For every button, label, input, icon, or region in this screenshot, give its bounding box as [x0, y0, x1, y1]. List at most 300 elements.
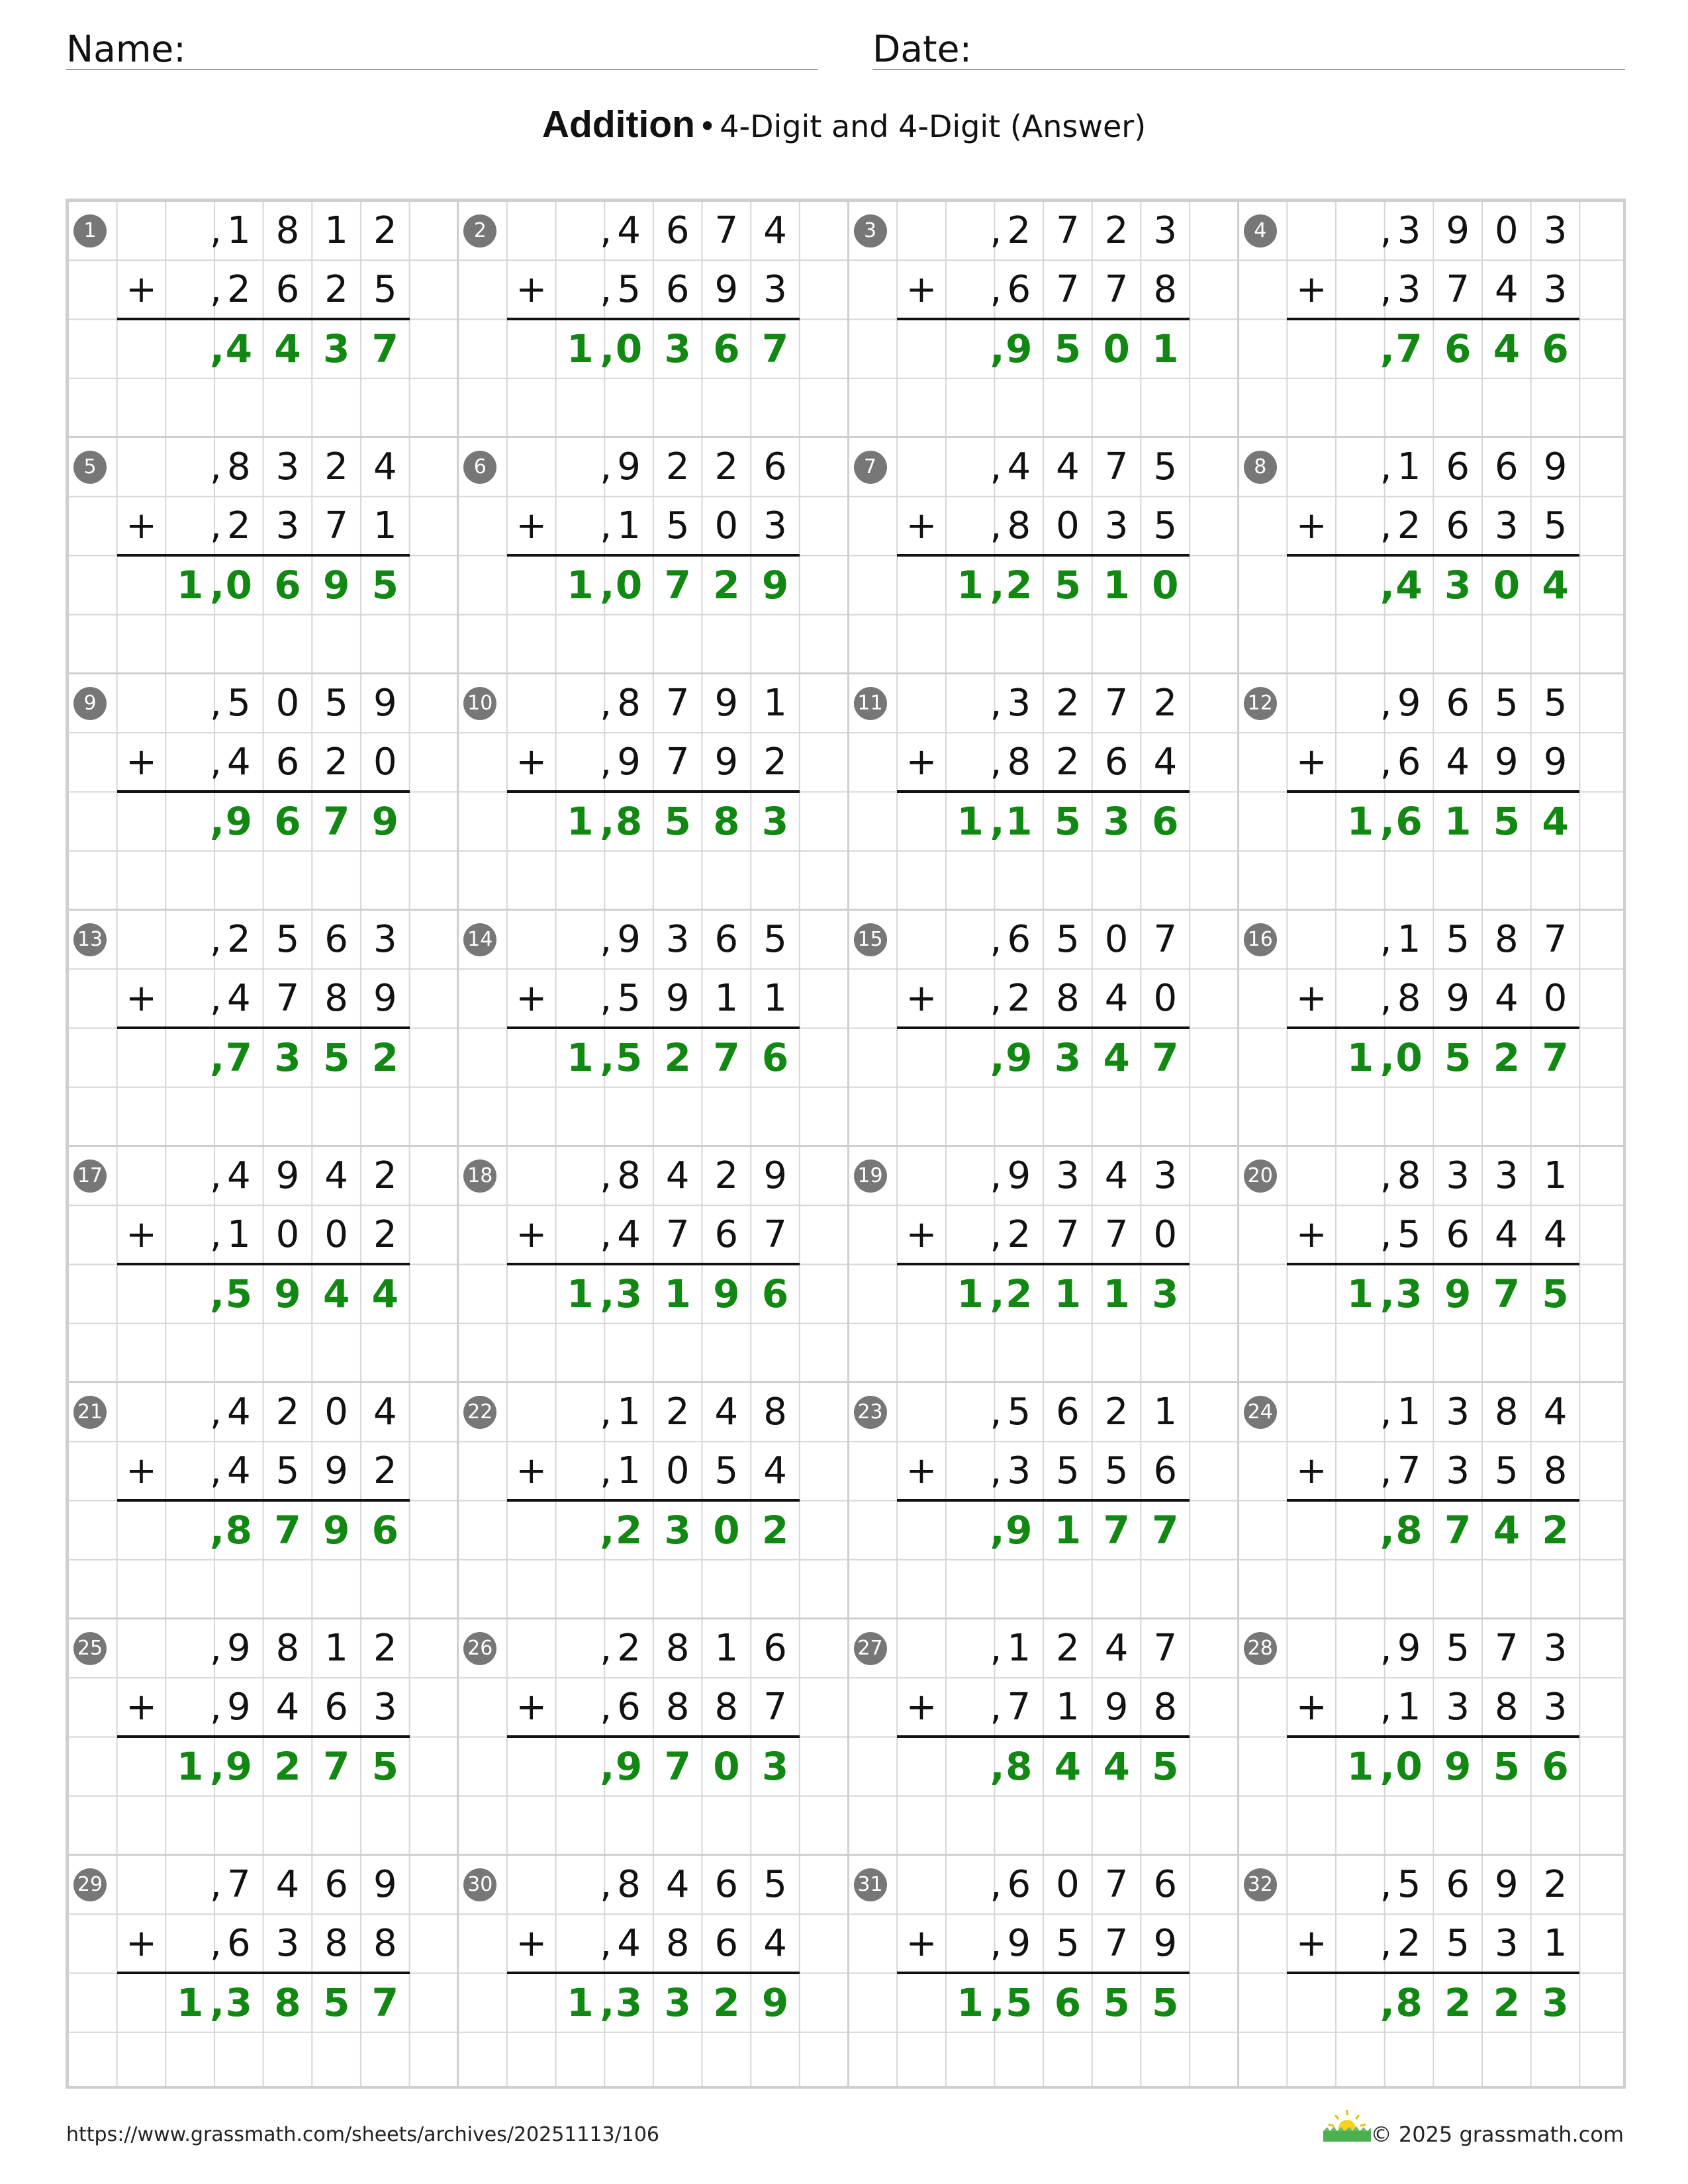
- thousands-separator: ,: [1380, 1034, 1395, 1080]
- problem-8: [1239, 437, 1626, 674]
- addend-row-1: [458, 437, 848, 496]
- problem-25: [68, 1619, 458, 1855]
- answer-digit: 1: [1346, 798, 1374, 844]
- digit: 0: [324, 1390, 348, 1433]
- plus-sign: +: [516, 741, 547, 784]
- digit: 9: [1543, 445, 1568, 488]
- thousands-separator: ,: [600, 268, 612, 312]
- answer-digit: 5: [1006, 1979, 1033, 2025]
- thousands-separator: ,: [600, 1863, 612, 1906]
- digit: 6: [763, 1627, 787, 1670]
- plus-sign: +: [126, 268, 157, 312]
- addend-row-1: [849, 674, 1239, 733]
- thousands-separator: ,: [990, 798, 1005, 844]
- problem-7: [849, 437, 1239, 674]
- digit: 2: [373, 1154, 397, 1197]
- addend-row-2: [1239, 260, 1626, 319]
- plus-sign: +: [906, 1686, 937, 1729]
- digit: 2: [275, 1390, 300, 1433]
- digit: 1: [1397, 1686, 1421, 1729]
- addend-row-2: [458, 1914, 848, 1973]
- answer-digit: 3: [274, 1034, 301, 1080]
- answer-digit: 9: [1444, 1271, 1472, 1316]
- answer-digit: 1: [176, 1979, 204, 2025]
- answer-digit: 0: [713, 1743, 740, 1789]
- digit: 8: [1153, 268, 1178, 312]
- answer-digit: 8: [225, 1507, 252, 1553]
- digit: 5: [1056, 918, 1080, 961]
- digit: 3: [1543, 1686, 1568, 1729]
- digit: 1: [1397, 445, 1421, 488]
- answer-digit: 5: [1054, 798, 1082, 844]
- answer-digit: 5: [322, 1034, 350, 1080]
- problem-number-badge: 19: [854, 1160, 887, 1193]
- answer-digit: 9: [225, 1743, 252, 1789]
- addend-row-1: [68, 201, 458, 260]
- digit: 0: [1056, 1863, 1080, 1906]
- digit: 0: [275, 1213, 300, 1257]
- answer-digit: 1: [567, 562, 594, 608]
- problem-19: [849, 1146, 1239, 1383]
- digit: 3: [1153, 1154, 1178, 1197]
- answer-digit: 4: [1395, 562, 1423, 608]
- answer-digit: 5: [1542, 1271, 1569, 1316]
- thousands-separator: ,: [600, 1154, 612, 1197]
- digit: 7: [665, 741, 690, 784]
- problem-24: [1239, 1383, 1626, 1619]
- problem-5: [68, 437, 458, 674]
- digit: 4: [275, 1686, 300, 1729]
- addend-row-1: [849, 910, 1239, 969]
- digit: 7: [1104, 268, 1129, 312]
- digit: 8: [324, 1922, 348, 1966]
- answer-digit: 4: [1493, 1507, 1521, 1553]
- answer-digit: 5: [322, 1979, 350, 2025]
- digit: 9: [227, 1627, 251, 1670]
- thousands-separator: ,: [1380, 918, 1392, 961]
- digit: 3: [1543, 1627, 1568, 1670]
- digit: 6: [1446, 1863, 1470, 1906]
- answer-digit: 9: [225, 798, 252, 844]
- digit: 9: [373, 977, 397, 1021]
- digit: 9: [617, 445, 641, 488]
- problem-number-badge: 29: [73, 1868, 107, 1901]
- digit: 9: [275, 1154, 300, 1197]
- digit: 9: [1446, 209, 1470, 252]
- digit: 2: [1056, 741, 1080, 784]
- answer-digit: 7: [1542, 1034, 1569, 1080]
- answer-digit: 5: [1103, 1979, 1130, 2025]
- digit: 2: [373, 1449, 397, 1493]
- addend-row-1: [849, 1855, 1239, 1914]
- thousands-separator: ,: [600, 1271, 615, 1316]
- addend-row-2: [458, 496, 848, 555]
- answer-digit: 3: [761, 798, 789, 844]
- thousands-separator: ,: [1380, 1507, 1395, 1553]
- addend-row-2: [849, 1678, 1239, 1737]
- digit: 3: [763, 504, 787, 548]
- answer-digit: 7: [225, 1034, 252, 1080]
- digit: 3: [1446, 1686, 1470, 1729]
- digit: 4: [373, 445, 397, 488]
- digit: 7: [665, 1213, 690, 1257]
- answer-digit: 4: [1542, 562, 1569, 608]
- digit: 9: [227, 1686, 251, 1729]
- thousands-separator: ,: [1380, 1686, 1392, 1729]
- worksheet-title: [0, 103, 1688, 146]
- digit: 3: [1056, 1154, 1080, 1197]
- thousands-separator: ,: [600, 1627, 612, 1670]
- problem-15: [849, 910, 1239, 1146]
- answer-digit: 1: [1346, 1034, 1374, 1080]
- answer-digit: 0: [1493, 562, 1521, 608]
- thousands-separator: ,: [210, 209, 222, 252]
- digit: 9: [373, 682, 397, 725]
- digit: 8: [373, 1922, 397, 1966]
- plus-sign: +: [516, 1922, 547, 1966]
- digit: 5: [665, 504, 690, 548]
- digit: 4: [1007, 445, 1031, 488]
- answer-digit: 6: [1054, 1979, 1082, 2025]
- digit: 9: [665, 977, 690, 1021]
- problem-number-badge: 27: [854, 1632, 887, 1665]
- digit: 9: [1104, 1686, 1129, 1729]
- addend-row-2: [458, 1441, 848, 1500]
- thousands-separator: ,: [210, 1449, 222, 1493]
- answer-digit: 2: [1493, 1034, 1521, 1080]
- digit: 8: [1397, 977, 1421, 1021]
- digit: 9: [617, 918, 641, 961]
- problem-21: [68, 1383, 458, 1619]
- addend-row-1: [68, 437, 458, 496]
- digit: 5: [275, 1449, 300, 1493]
- problem-number-badge: 16: [1244, 923, 1277, 956]
- addend-row-2: [1239, 969, 1626, 1028]
- digit: 2: [1543, 1863, 1568, 1906]
- plus-sign: +: [516, 504, 547, 548]
- answer-digit: 7: [322, 798, 350, 844]
- digit: 3: [1495, 504, 1519, 548]
- digit: 1: [763, 977, 787, 1021]
- problem-number-badge: 21: [73, 1396, 107, 1429]
- digit: 7: [665, 682, 690, 725]
- answer-row: [458, 320, 848, 379]
- addend-row-1: [458, 1146, 848, 1205]
- digit: 0: [1104, 918, 1129, 961]
- digit: 7: [227, 1863, 251, 1906]
- answer-digit: 8: [1006, 1743, 1033, 1789]
- problem-number-badge: 31: [854, 1868, 887, 1901]
- digit: 8: [275, 209, 300, 252]
- thousands-separator: ,: [990, 1743, 1005, 1789]
- thousands-separator: ,: [210, 1922, 222, 1966]
- footer-url: https://www.grassmath.com/sheets/archives/20251113/106: [66, 2123, 660, 2146]
- addend-row-2: [68, 969, 458, 1028]
- digit: 7: [1056, 209, 1080, 252]
- thousands-separator: ,: [990, 562, 1005, 608]
- thousands-separator: ,: [210, 326, 225, 371]
- answer-digit: 1: [176, 1743, 204, 1789]
- thousands-separator: ,: [1380, 445, 1392, 488]
- answer-digit: 3: [322, 326, 350, 371]
- problem-number-badge: 22: [463, 1396, 496, 1429]
- answer-digit: 6: [761, 1034, 789, 1080]
- digit: 8: [665, 1922, 690, 1966]
- digit: 6: [1495, 445, 1519, 488]
- digit: 1: [617, 1390, 641, 1433]
- addend-row-1: [849, 437, 1239, 496]
- answer-digit: 3: [1395, 1271, 1423, 1316]
- thousands-separator: ,: [600, 209, 612, 252]
- digit: 6: [324, 1863, 348, 1906]
- thousands-separator: ,: [990, 1034, 1005, 1080]
- digit: 7: [1397, 1449, 1421, 1493]
- digit: 1: [1543, 1154, 1568, 1197]
- digit: 7: [1153, 918, 1178, 961]
- digit: 7: [1446, 268, 1470, 312]
- digit: 9: [617, 741, 641, 784]
- digit: 3: [1543, 209, 1568, 252]
- digit: 2: [763, 741, 787, 784]
- answer-digit: 8: [615, 798, 643, 844]
- problem-29: [68, 1855, 458, 2089]
- addend-row-2: [849, 733, 1239, 792]
- answer-digit: 3: [1542, 1979, 1569, 2025]
- answer-digit: 3: [1103, 798, 1130, 844]
- answer-digit: 9: [761, 1979, 789, 2025]
- problem-13: [68, 910, 458, 1146]
- digit: 8: [324, 977, 348, 1021]
- answer-digit: 9: [1444, 1743, 1472, 1789]
- thousands-separator: ,: [990, 1154, 1002, 1197]
- addend-row-2: [849, 260, 1239, 319]
- digit: 4: [373, 1390, 397, 1433]
- answer-digit: 2: [1493, 1979, 1521, 2025]
- date-field[interactable]: [872, 21, 1625, 70]
- answer-digit: 0: [1395, 1743, 1423, 1789]
- digit: 4: [665, 1154, 690, 1197]
- plus-sign: +: [1295, 977, 1327, 1021]
- digit: 1: [324, 1627, 348, 1670]
- addend-row-2: [68, 1441, 458, 1500]
- answer-row: [458, 792, 848, 851]
- problem-number-badge: 2: [463, 214, 496, 248]
- digit: 4: [617, 209, 641, 252]
- plus-sign: +: [906, 1922, 937, 1966]
- problem-4: [1239, 201, 1626, 437]
- plus-sign: +: [516, 1449, 547, 1493]
- digit: 0: [373, 741, 397, 784]
- digit: 4: [617, 1213, 641, 1257]
- answer-row: [849, 556, 1239, 615]
- digit: 6: [227, 1922, 251, 1966]
- answer-digit: 7: [1395, 326, 1423, 371]
- answer-digit: 4: [1542, 798, 1569, 844]
- addend-row-1: [68, 1619, 458, 1678]
- thousands-separator: ,: [1380, 1154, 1392, 1197]
- thousands-separator: ,: [210, 1743, 225, 1789]
- addend-row-1: [1239, 437, 1626, 496]
- thousands-separator: ,: [600, 977, 612, 1021]
- digit: 9: [714, 682, 739, 725]
- digit: 5: [275, 918, 300, 961]
- digit: 5: [1446, 1627, 1470, 1670]
- digit: 8: [1543, 1449, 1568, 1493]
- digit: 3: [1007, 682, 1031, 725]
- digit: 8: [275, 1627, 300, 1670]
- answer-digit: 2: [1006, 1271, 1033, 1316]
- digit: 7: [1104, 1922, 1129, 1966]
- problem-26: [458, 1619, 848, 1855]
- addend-row-1: [458, 910, 848, 969]
- digit: 4: [1446, 741, 1470, 784]
- thousands-separator: ,: [990, 1271, 1005, 1316]
- problem-32: [1239, 1855, 1626, 2089]
- thousands-separator: ,: [210, 1034, 225, 1080]
- answer-digit: 7: [1152, 1507, 1179, 1553]
- answer-digit: 5: [1152, 1979, 1179, 2025]
- digit: 4: [227, 741, 251, 784]
- answer-digit: 8: [713, 798, 740, 844]
- problem-number-badge: 8: [1244, 451, 1277, 484]
- digit: 7: [714, 209, 739, 252]
- thousands-separator: ,: [990, 1507, 1005, 1553]
- answer-digit: 7: [713, 1034, 740, 1080]
- thousands-separator: ,: [600, 741, 612, 784]
- answer-digit: 0: [1103, 326, 1130, 371]
- answer-digit: 1: [1006, 798, 1033, 844]
- digit: 2: [227, 918, 251, 961]
- plus-sign: +: [126, 1922, 157, 1966]
- addend-row-1: [849, 1619, 1239, 1678]
- problem-number-badge: 15: [854, 923, 887, 956]
- digit: 5: [763, 918, 787, 961]
- digit: 9: [1397, 682, 1421, 725]
- thousands-separator: ,: [210, 682, 222, 725]
- problem-16: [1239, 910, 1626, 1146]
- addend-row-2: [1239, 1441, 1626, 1500]
- answer-digit: 1: [1054, 1507, 1082, 1553]
- answer-row: [849, 320, 1239, 379]
- answer-digit: 2: [615, 1507, 643, 1553]
- digit: 4: [665, 1863, 690, 1906]
- digit: 4: [714, 1390, 739, 1433]
- digit: 4: [227, 1390, 251, 1433]
- addend-row-1: [458, 674, 848, 733]
- digit: 5: [714, 1449, 739, 1493]
- addend-row-1: [1239, 1619, 1626, 1678]
- digit: 5: [324, 682, 348, 725]
- digit: 2: [665, 1390, 690, 1433]
- thousands-separator: ,: [210, 1390, 222, 1433]
- digit: 1: [227, 209, 251, 252]
- digit: 7: [1056, 268, 1080, 312]
- digit: 3: [763, 268, 787, 312]
- answer-row: [68, 1265, 458, 1324]
- addend-row-1: [458, 1619, 848, 1678]
- digit: 6: [1104, 741, 1129, 784]
- answer-digit: 2: [371, 1034, 399, 1080]
- addend-row-2: [849, 496, 1239, 555]
- thousands-separator: ,: [1380, 504, 1392, 548]
- plus-sign: +: [1295, 1686, 1327, 1729]
- answer-digit: 2: [713, 562, 740, 608]
- digit: 7: [275, 977, 300, 1021]
- digit: 8: [665, 1686, 690, 1729]
- problem-number-badge: 20: [1244, 1160, 1277, 1193]
- digit: 8: [1495, 1390, 1519, 1433]
- thousands-separator: ,: [210, 504, 222, 548]
- addend-row-1: [849, 1383, 1239, 1441]
- digit: 8: [617, 682, 641, 725]
- thousands-separator: ,: [1380, 1449, 1392, 1493]
- thousands-separator: ,: [600, 1686, 612, 1729]
- thousands-separator: ,: [1380, 1627, 1392, 1670]
- thousands-separator: ,: [210, 798, 225, 844]
- problem-number-badge: 28: [1244, 1632, 1277, 1665]
- digit: 5: [763, 1863, 787, 1906]
- problem-number-badge: 5: [73, 451, 107, 484]
- digit: 6: [275, 268, 300, 312]
- name-field[interactable]: [66, 21, 818, 70]
- thousands-separator: ,: [1380, 1922, 1392, 1966]
- problem-23: [849, 1383, 1239, 1619]
- answer-digit: 1: [567, 326, 594, 371]
- thousands-separator: ,: [600, 1449, 612, 1493]
- digit: 3: [665, 918, 690, 961]
- digit: 4: [227, 1449, 251, 1493]
- answer-digit: 7: [371, 1979, 399, 2025]
- digit: 4: [763, 209, 787, 252]
- thousands-separator: ,: [990, 1863, 1002, 1906]
- digit: 4: [227, 1154, 251, 1197]
- answer-digit: 1: [567, 1271, 594, 1316]
- digit: 1: [1056, 1686, 1080, 1729]
- addend-row-2: [1239, 496, 1626, 555]
- digit: 3: [1104, 504, 1129, 548]
- problem-number-badge: 23: [854, 1396, 887, 1429]
- answer-digit: 6: [274, 798, 301, 844]
- addend-row-1: [458, 1383, 848, 1441]
- digit: 7: [1104, 1863, 1129, 1906]
- addend-row-1: [68, 1855, 458, 1914]
- addend-row-2: [1239, 1205, 1626, 1264]
- answer-row: [1239, 320, 1626, 379]
- answer-digit: 1: [1152, 326, 1179, 371]
- digit: 3: [1397, 268, 1421, 312]
- answer-row: [1239, 792, 1626, 851]
- answer-digit: 0: [1395, 1034, 1423, 1080]
- answer-digit: 0: [1152, 562, 1179, 608]
- addend-row-1: [1239, 674, 1626, 733]
- digit: 5: [617, 977, 641, 1021]
- digit: 2: [1397, 1922, 1421, 1966]
- addend-row-1: [458, 201, 848, 260]
- answer-digit: 2: [1444, 1979, 1472, 2025]
- answer-digit: 8: [1395, 1507, 1423, 1553]
- thousands-separator: ,: [210, 562, 225, 608]
- problem-30: [458, 1855, 848, 2089]
- problem-6: [458, 437, 848, 674]
- answer-digit: 4: [1103, 1034, 1130, 1080]
- digit: 0: [1153, 1213, 1178, 1257]
- answer-digit: 9: [615, 1743, 643, 1789]
- digit: 8: [1007, 741, 1031, 784]
- answer-digit: 6: [1395, 798, 1423, 844]
- answer-digit: 6: [1542, 326, 1569, 371]
- answer-digit: 9: [1006, 1507, 1033, 1553]
- digit: 3: [1397, 209, 1421, 252]
